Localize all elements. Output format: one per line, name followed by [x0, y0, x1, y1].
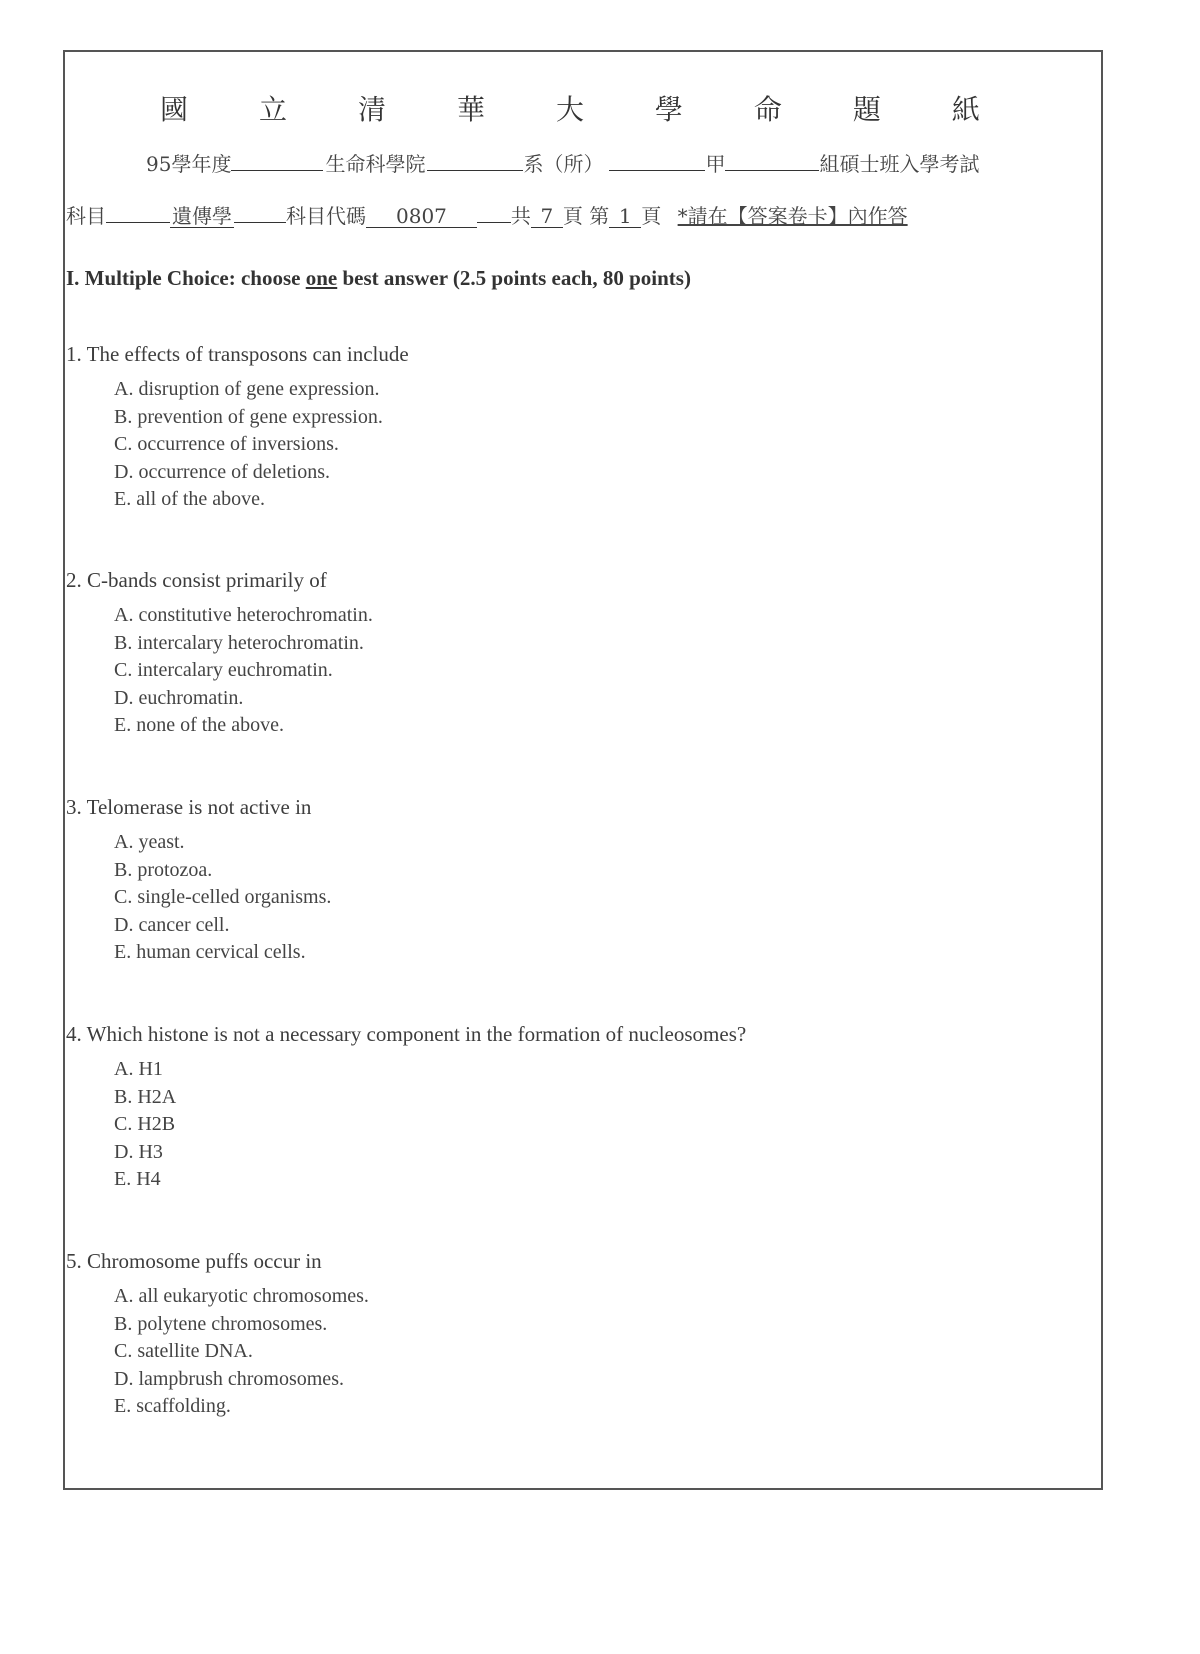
year: 95學年度	[146, 152, 232, 176]
blank	[106, 222, 170, 223]
question	[66, 1247, 1086, 1421]
subject: 遺傳學	[172, 204, 232, 228]
title-char: 立	[258, 93, 287, 126]
blank	[725, 170, 819, 171]
option: C. intercalary euchromatin.	[114, 659, 333, 681]
option: D. cancer cell.	[114, 913, 230, 936]
option: A. all eukaryotic chromosomes.	[114, 1285, 369, 1307]
section-suffix: best answer (2.5 points each, 80 points)	[337, 266, 691, 290]
option: E. all of the above.	[114, 488, 266, 510]
page-suffix: 頁	[641, 204, 662, 228]
dept-suffix: 系（所）	[523, 152, 604, 176]
option-list	[114, 602, 1086, 740]
blank	[427, 170, 523, 171]
option: C. occurrence of inversions.	[114, 433, 339, 455]
title-char: 學	[654, 93, 683, 126]
option: D. lampbrush chromosomes.	[114, 1367, 344, 1390]
question-text: 1. The effects of transposons can include	[66, 342, 409, 366]
section-emphasis: one	[305, 266, 338, 290]
option: B. polytene chromosomes.	[114, 1312, 328, 1335]
option: E. none of the above.	[114, 714, 284, 736]
header-title	[160, 88, 980, 128]
code-label: 科目代碼	[286, 204, 366, 228]
option: A. constitutive heterochromatin.	[114, 604, 373, 626]
group: 甲	[705, 152, 726, 176]
page-label: 頁 第	[562, 204, 610, 228]
option: E. human cervical cells.	[114, 941, 306, 963]
title-char: 清	[357, 93, 386, 126]
option: D. occurrence of deletions.	[114, 460, 331, 483]
exam-name: 組碩士班入學考試	[819, 152, 980, 176]
option-list	[114, 1056, 1086, 1194]
question-text: 3. Telomerase is not active in	[66, 795, 312, 819]
title-char: 紙	[951, 93, 980, 126]
option: A. H1	[114, 1058, 163, 1080]
section-heading	[66, 266, 691, 291]
question	[66, 340, 1086, 514]
option: E. scaffolding.	[114, 1395, 231, 1417]
option: D. euchromatin.	[114, 686, 244, 709]
subject-label: 科目	[66, 204, 106, 228]
option: A. yeast.	[114, 831, 185, 853]
question	[66, 793, 1086, 967]
option: B. protozoa.	[114, 858, 213, 881]
option: B. prevention of gene expression.	[114, 405, 383, 428]
question-text: 2. C-bands consist primarily of	[66, 568, 327, 592]
blank	[234, 222, 286, 223]
option-list	[114, 1283, 1086, 1421]
page-number: 1	[609, 205, 641, 228]
title-char: 大	[555, 93, 584, 126]
question	[66, 566, 1086, 740]
exam-info-line	[146, 148, 979, 177]
question-text: 5. Chromosome puffs occur in	[66, 1249, 322, 1273]
option: B. H2A	[114, 1085, 177, 1108]
option-list	[114, 376, 1086, 514]
pages-total-label: 共	[510, 204, 531, 228]
question-text: 4. Which histone is not a necessary component in the formation of nucleosomes?	[66, 1022, 747, 1046]
option: C. H2B	[114, 1113, 176, 1135]
option: E. H4	[114, 1168, 161, 1190]
title-char: 國	[160, 93, 189, 126]
section-prefix: I. Multiple Choice: choose	[66, 266, 306, 290]
blank	[609, 170, 705, 171]
blank	[231, 170, 323, 171]
title-char: 命	[753, 93, 782, 126]
option: C. single-celled organisms.	[114, 886, 332, 908]
option: B. intercalary heterochromatin.	[114, 631, 364, 654]
subject-line	[66, 200, 908, 229]
option-list	[114, 829, 1086, 967]
college: 生命科學院	[325, 152, 426, 176]
option: A. disruption of gene expression.	[114, 378, 380, 400]
subject-code: 0807	[366, 205, 477, 228]
option: D. H3	[114, 1140, 163, 1163]
blank	[477, 222, 511, 223]
answer-instruction: *請在【答案卷卡】內作答	[677, 204, 908, 228]
pages-total: 7	[531, 205, 563, 228]
title-char: 題	[852, 93, 881, 126]
question	[66, 1020, 1086, 1194]
option: C. satellite DNA.	[114, 1340, 253, 1362]
title-char: 華	[456, 93, 485, 126]
